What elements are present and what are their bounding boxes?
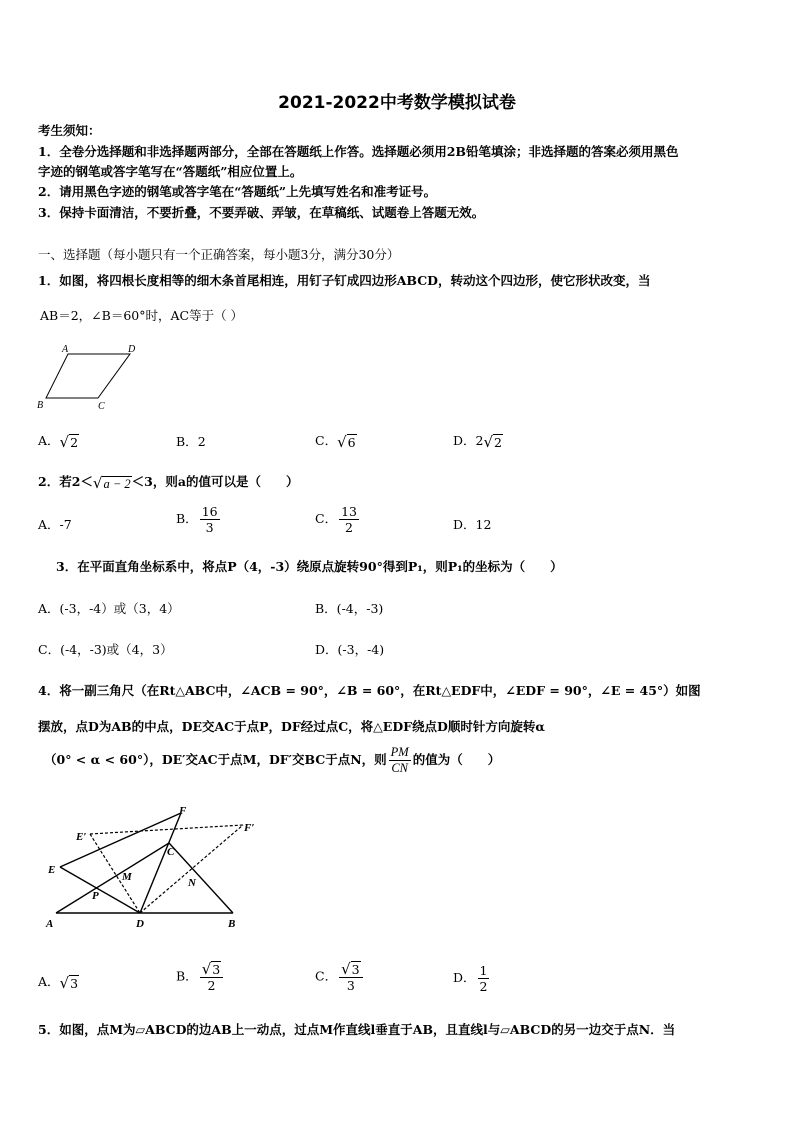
denominator: 2: [207, 978, 216, 993]
q3-option-c[interactable]: C．(-4，-3)或（4，3）: [38, 642, 173, 657]
notice-line-3: 2．请用黑色字迹的钢笔或答字笔在“答题纸”上先填写姓名和准考证号。: [38, 184, 437, 199]
point-label-p: P: [92, 890, 99, 902]
notice-line-1: 1．全卷分选择题和非选择题两部分，全部在答题纸上作答。选择题必须用2B铅笔填涂；非选择题的答案必须用黑色: [38, 144, 679, 159]
q1-option-c[interactable]: [315, 431, 357, 451]
q2-option-b[interactable]: [176, 504, 222, 535]
sqrt-expression: √a − 2: [92, 473, 131, 492]
notice-line-4: 3．保持卡面清洁，不要折叠，不要弄破、弄皱，在草稿纸、试题卷上答题无效。: [38, 205, 485, 220]
q4-option-d[interactable]: [453, 963, 491, 994]
fraction: [200, 961, 224, 993]
question-5-text: 5．如图，点M为▱ABCD的边AB上一动点，过点M作直线l垂直于AB，且直线l与▱ABCD的另一边交于点N．当: [38, 1022, 676, 1037]
q2-suffix: ＜3，则a的值可以是（ ）: [131, 474, 299, 489]
q3-option-d[interactable]: D．(-3，-4): [315, 642, 385, 657]
question-4-line-2: 摆放，点D为AB的中点，DE交AC于点P，DF经过点C，将△EDF绕点D顺时针方向旋转α: [38, 719, 545, 734]
radicand: 2: [494, 434, 502, 450]
radicand: 3: [212, 962, 221, 977]
option-label: B．: [176, 511, 198, 526]
q4-line3-suffix: 的值为（ ）: [412, 752, 501, 767]
q4-option-a[interactable]: [38, 972, 79, 992]
option-label: B．: [176, 968, 198, 984]
vertex-label-b: B: [37, 400, 44, 411]
vertex-label-d: D: [128, 344, 136, 355]
fraction: [478, 963, 490, 994]
sqrt-expression: √2: [483, 432, 502, 451]
q3-option-a[interactable]: A．(-3，-4）或（3，4）: [38, 601, 180, 616]
radicand: a − 2: [103, 476, 131, 491]
point-label-a: A: [46, 918, 54, 930]
option-label: C．: [315, 511, 338, 526]
q1-option-b[interactable]: [176, 432, 206, 450]
fraction: [339, 961, 363, 993]
radicand: 3: [70, 975, 79, 991]
q2-option-c[interactable]: [315, 504, 361, 535]
q4-option-c[interactable]: [315, 961, 365, 993]
question-4-line-1: 4．将一副三角尺（在Rt△ABC中，∠ACB = 90°，∠B = 60°，在Rt△EDF中，∠EDF = 90°，∠E = 45°）如图: [38, 683, 701, 698]
fraction-pm-cn: [389, 745, 411, 776]
sqrt-expression: √6: [337, 432, 356, 451]
radicand: 2: [70, 434, 79, 450]
point-label-f: F: [179, 805, 187, 817]
option-label: C．: [315, 968, 338, 984]
numerator: 16: [201, 504, 218, 519]
point-label-e-prime: E′: [76, 831, 87, 843]
q2-prefix: 2．若2＜: [38, 474, 93, 489]
question-3-text: 3．在平面直角坐标系中，将点P（4，-3）绕原点旋转90°得到P₁，则P₁的坐标为（ ）: [56, 559, 563, 574]
option-label: D．: [453, 970, 476, 985]
q2-option-a[interactable]: A．-7: [38, 517, 72, 532]
question-2-text: [38, 472, 298, 492]
point-label-b: B: [228, 918, 236, 930]
fraction: [339, 504, 359, 535]
option-value: 2: [197, 434, 206, 449]
q4-line3-prefix: （0° < α < 60°），DE′交AC于点M，DF′交BC于点N，则: [44, 752, 387, 767]
vertex-label-a: A: [62, 344, 69, 355]
question-4-line-3: [44, 745, 500, 776]
numerator: 1: [479, 963, 488, 978]
numerator: PM: [390, 745, 409, 759]
question-1-text: 1．如图，将四根长度相等的细木条首尾相连，用钉子钉成四边形ABCD，转动这个四边形，使它形状改变，当: [38, 273, 651, 288]
vertex-label-c: C: [98, 401, 105, 412]
notice-heading: 考生须知：: [38, 123, 101, 138]
point-label-m: M: [122, 871, 132, 883]
sqrt-expression: √3: [59, 973, 79, 992]
denominator: 3: [346, 978, 355, 993]
q3-option-b[interactable]: B．(-4，-3): [315, 601, 384, 616]
page-title: 2021-2022中考数学模拟试卷: [278, 93, 516, 113]
radicand: 3: [351, 962, 360, 977]
point-label-n: N: [188, 877, 196, 889]
numerator: 13: [341, 504, 357, 519]
sqrt-expression: √2: [59, 432, 79, 451]
q1-option-a[interactable]: [38, 431, 79, 451]
q4-option-b[interactable]: [176, 961, 225, 993]
option-label: A．: [38, 433, 60, 448]
denominator: CN: [391, 761, 409, 775]
question-1-condition: AB＝2，∠B＝60°时，AC等于（ ）: [40, 308, 244, 323]
denominator: 2: [345, 520, 353, 535]
notice-line-2: 字迹的钢笔或答字笔写在“答题纸”相应位置上。: [38, 164, 303, 179]
denominator: 2: [479, 979, 488, 994]
option-label: A．: [38, 974, 60, 989]
numerator: √3: [339, 961, 363, 978]
point-label-c: C: [167, 846, 175, 858]
q1-option-d[interactable]: [453, 431, 503, 451]
option-label: C．: [315, 433, 338, 448]
fraction: [200, 504, 220, 535]
denominator: 3: [205, 520, 214, 535]
option-label: D．: [453, 433, 476, 448]
triangle-rotation-figure: [38, 805, 268, 935]
point-label-d: D: [136, 918, 144, 930]
coefficient: 2: [475, 433, 484, 448]
point-label-e: E: [48, 864, 56, 876]
rhombus-figure: [34, 340, 144, 412]
section-heading: 一、选择题（每小题只有一个正确答案，每小题3分，满分30分）: [38, 247, 400, 262]
numerator: √3: [200, 961, 224, 978]
point-label-f-prime: F′: [244, 822, 255, 834]
option-label: B．: [176, 434, 198, 449]
q2-option-d[interactable]: D．12: [453, 517, 492, 532]
radicand: 6: [347, 434, 356, 450]
